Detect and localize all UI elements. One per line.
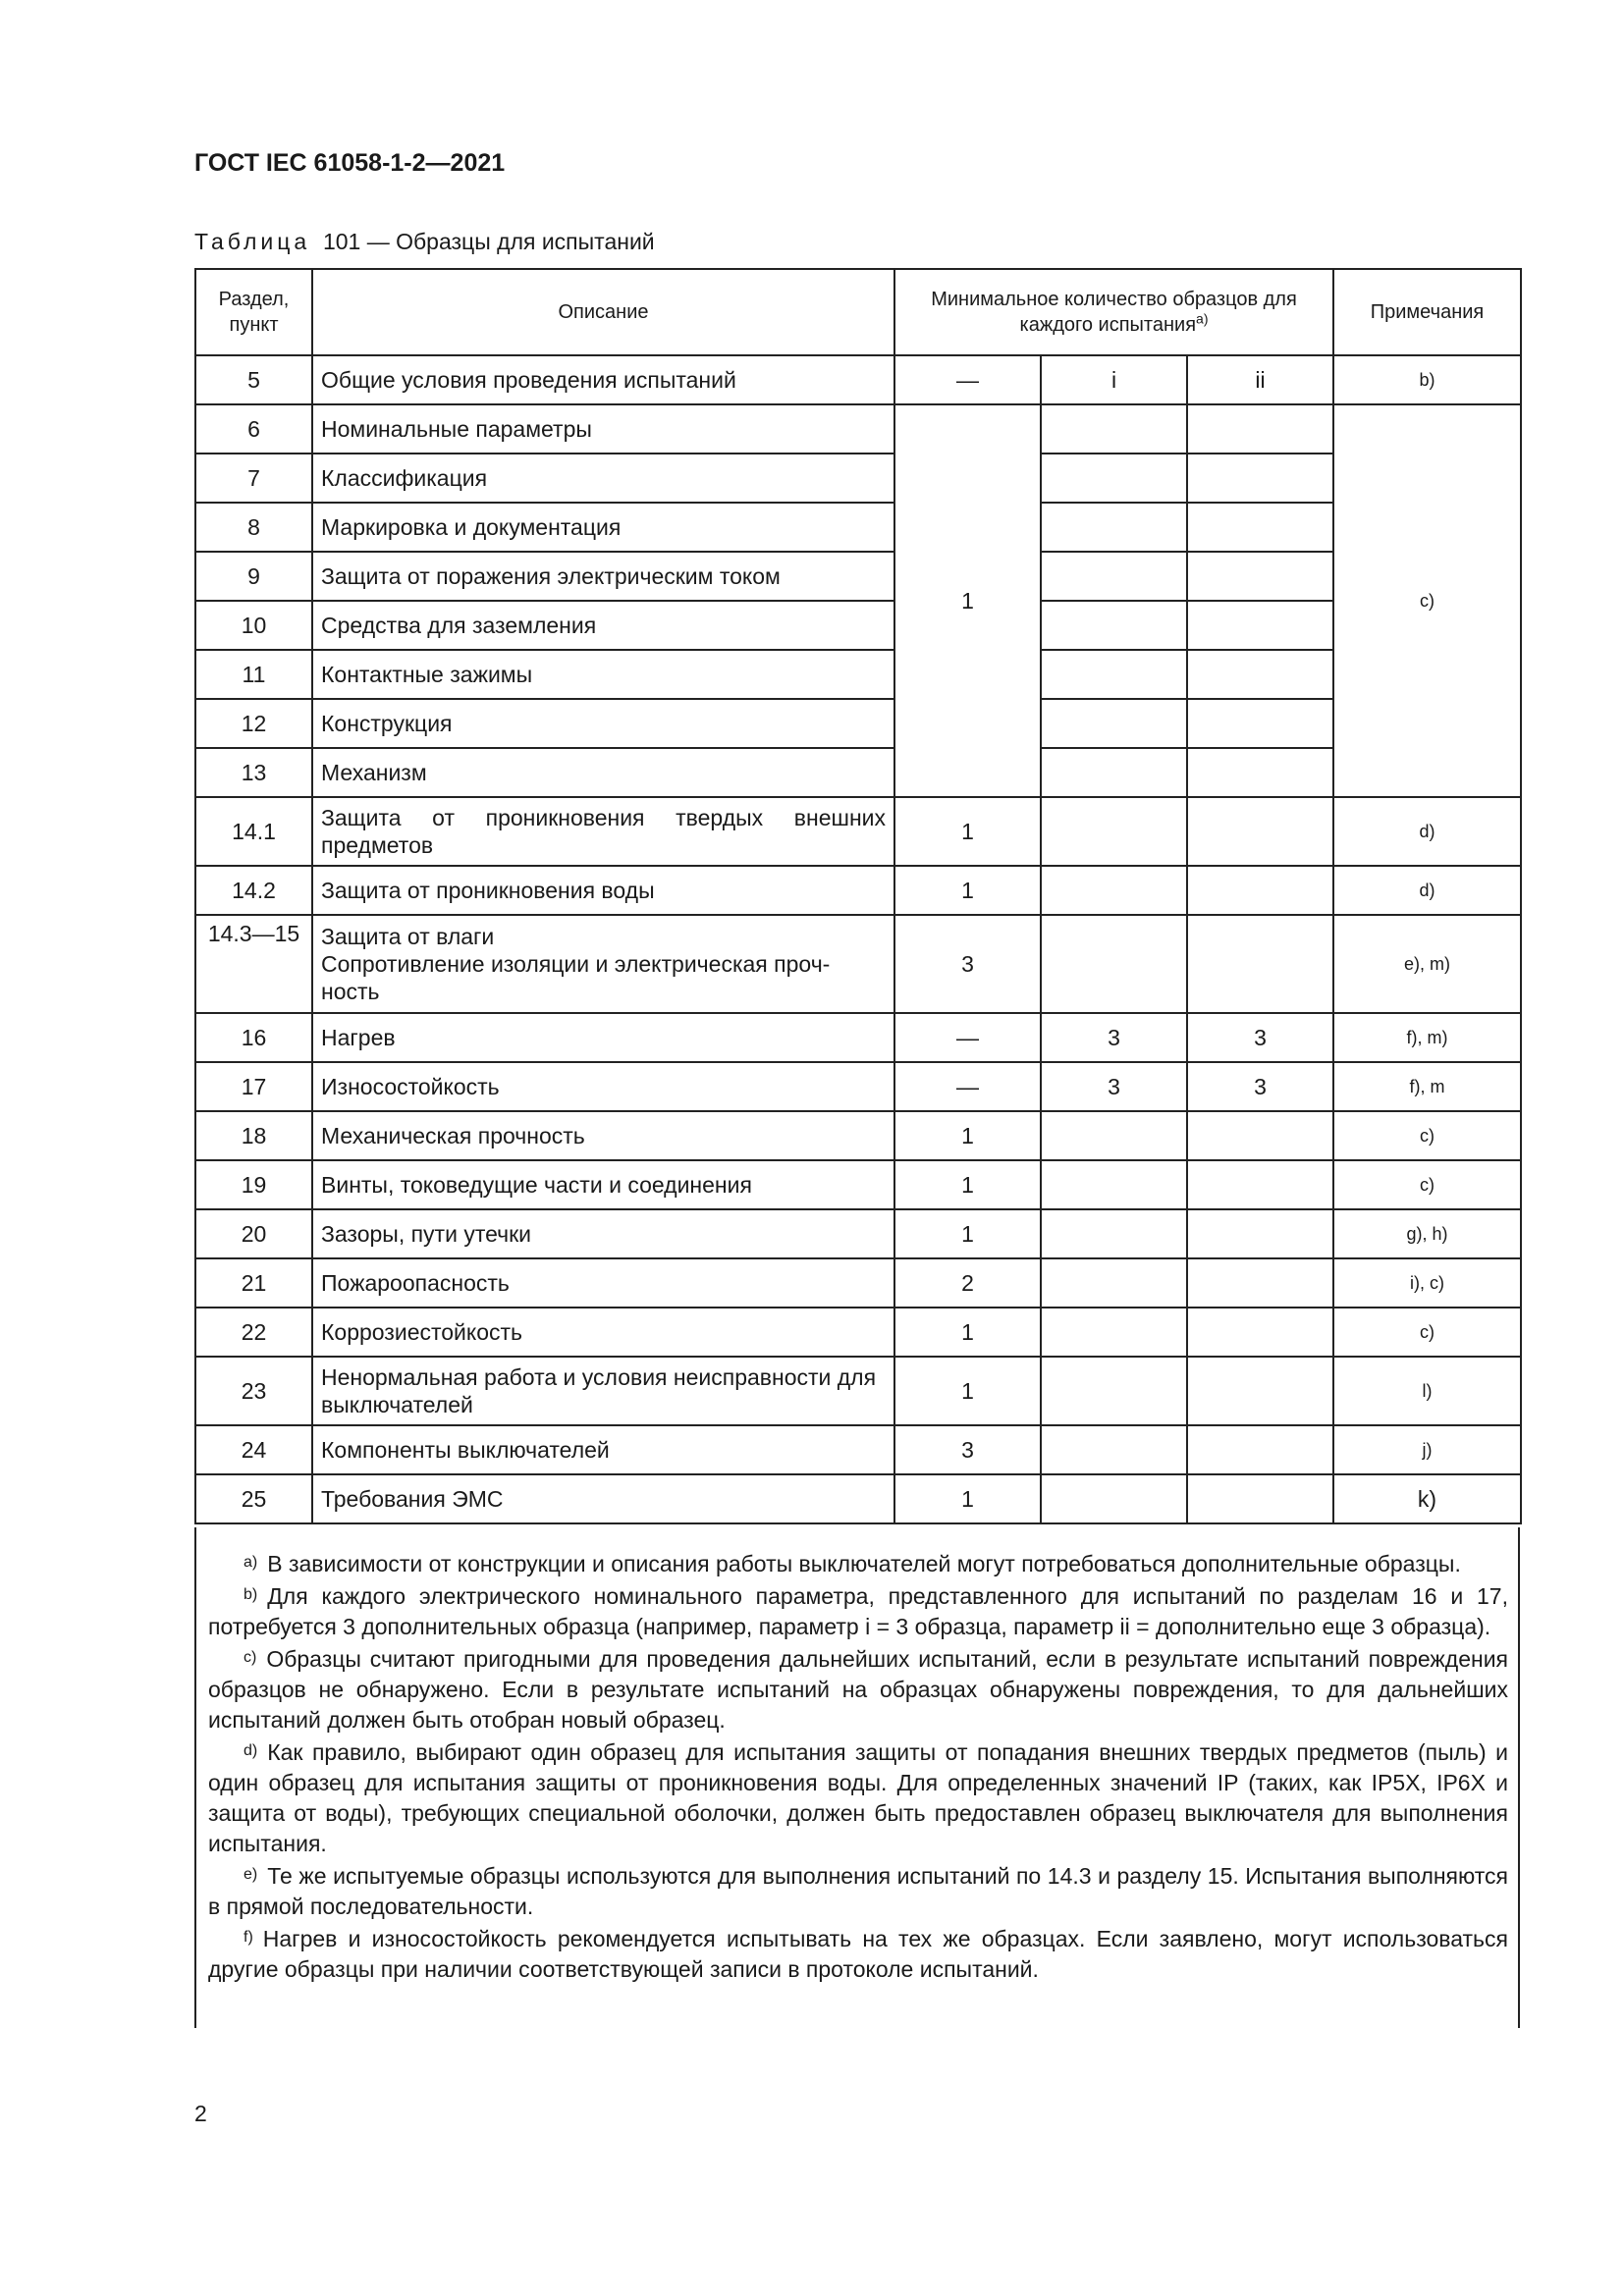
row-empty-cell [1041,748,1187,797]
footnote [208,1579,1508,1642]
row-section: 20 [195,1209,312,1258]
row-description: Защита от проникновения воды [312,866,894,915]
row-empty-cell [1041,915,1187,1013]
row-description: Зазоры, пути утечки [312,1209,894,1258]
footnote-text: Те же испытуемые образцы используются для выполнения испытаний по 14.3 и разделу 15. Испытания выполняются в прямой последовательности. [208,1863,1508,1919]
footnote-mark: d) [244,1742,258,1759]
table-row [195,1357,1521,1425]
row-section: 13 [195,748,312,797]
table-row [195,1111,1521,1160]
row-count-1: 1 [894,797,1041,866]
row-description: Конструкция [312,699,894,748]
row-empty-cell [1041,454,1187,503]
row-section: 14.2 [195,866,312,915]
row-section: 8 [195,503,312,552]
row-empty-cell [1041,1308,1187,1357]
row-count-2: 3 [1041,1013,1187,1062]
footnote [208,1547,1508,1579]
row-section: 14.1 [195,797,312,866]
row-description: Нагрев [312,1013,894,1062]
row-empty-cell [1187,404,1333,454]
row-notes: g), h) [1333,1209,1521,1258]
row-description [312,915,894,1013]
row-empty-cell [1187,1425,1333,1474]
footnote-mark: f) [244,1929,253,1946]
row-empty-cell [1041,1357,1187,1425]
row-description: Механическая прочность [312,1111,894,1160]
merged-count-cell: 1 [894,404,1041,797]
header-notes: Примечания [1333,269,1521,355]
row-count-1: 3 [894,915,1041,1013]
row-count-1: 1 [894,1209,1041,1258]
row-description: Классификация [312,454,894,503]
row-empty-cell [1041,699,1187,748]
row-description: Номинальные параметры [312,404,894,454]
row-empty-cell [1187,748,1333,797]
row-count-1: 1 [894,1308,1041,1357]
table-row [195,1062,1521,1111]
header-min-count: Минимальное количество образцов для каждого испытания$^{a)}$ [894,269,1333,355]
row-count-1: — [894,355,1041,404]
row-description: Контактные зажимы [312,650,894,699]
table-header-row [195,269,1521,355]
row-count-1: — [894,1013,1041,1062]
row-section: 6 [195,404,312,454]
table-caption [194,229,655,255]
row-notes: k) [1333,1474,1521,1523]
row-description: Маркировка и документация [312,503,894,552]
table-row [195,650,1521,699]
row-empty-cell [1187,1474,1333,1523]
row-description: Защита от проникновения твердых внешних предметов [312,797,894,866]
row-section: 5 [195,355,312,404]
row-count-2: 3 [1041,1062,1187,1111]
row-notes: l) [1333,1357,1521,1425]
row-empty-cell [1041,797,1187,866]
footnote-text: Образцы считают пригодными для проведения дальнейших испытаний, если в результате испытаний повреждения образцов не обнаружено. Если в результате испытаний на образцах обнаружены повреждения, то для дальнейших испытаний должен быть отобран новый образец. [208,1646,1508,1733]
row-notes: c) [1333,1111,1521,1160]
row-empty-cell [1041,1425,1187,1474]
row-count-1: 3 [894,1425,1041,1474]
row-empty-cell [1041,1160,1187,1209]
table-row [195,915,1521,1013]
table-row [195,1160,1521,1209]
row-notes: d) [1333,866,1521,915]
table-row [195,355,1521,404]
row-empty-cell [1041,650,1187,699]
row-empty-cell [1041,503,1187,552]
row-section: 18 [195,1111,312,1160]
table-row [195,797,1521,866]
row-description: Коррозиестойкость [312,1308,894,1357]
table-row [195,748,1521,797]
row-count-1: 2 [894,1258,1041,1308]
row-count-1: 1 [894,1111,1041,1160]
row-count-3: 3 [1187,1062,1333,1111]
row-section: 9 [195,552,312,601]
row-empty-cell [1041,1209,1187,1258]
row-notes: j) [1333,1425,1521,1474]
footnote [208,1735,1508,1859]
row-empty-cell [1041,1111,1187,1160]
row-empty-cell [1187,1308,1333,1357]
row-description: Пожароопасность [312,1258,894,1308]
row-notes: f), m [1333,1062,1521,1111]
row-count-1: 1 [894,1474,1041,1523]
row-description: Механизм [312,748,894,797]
row-empty-cell [1041,866,1187,915]
row-empty-cell [1187,797,1333,866]
header-min-count-mark: a) [1196,310,1209,327]
row-description: Защита от поражения электрическим током [312,552,894,601]
table-row [195,1258,1521,1308]
row-section: 22 [195,1308,312,1357]
row-description: Винты, токоведущие части и соединения [312,1160,894,1209]
footnote-text: Как правило, выбирают один образец для испытания защиты от попадания внешних твердых предметов (пыль) и один образец для испытания защиты от проникновения воды. Для определенных значений IP (таких, как IP5X, IP6X и защита от воды), требующих специальной оболочки, должен быть предоставлен образец выключателя для выполнения испытания. [208,1739,1508,1856]
row-section: 12 [195,699,312,748]
table-row [195,699,1521,748]
row-section: 11 [195,650,312,699]
row-empty-cell [1187,1357,1333,1425]
row-count-1: 1 [894,1357,1041,1425]
row-section: 24 [195,1425,312,1474]
table-footnotes [194,1527,1520,2028]
row-description: Износостойкость [312,1062,894,1111]
row-section: 16 [195,1013,312,1062]
row-count-2: i [1041,355,1187,404]
row-section: 23 [195,1357,312,1425]
row-section: 21 [195,1258,312,1308]
row-section: 19 [195,1160,312,1209]
row-empty-cell [1187,699,1333,748]
row-section: 25 [195,1474,312,1523]
table-row [195,866,1521,915]
table-row [195,552,1521,601]
row-section: 14.3—15 [195,915,312,1013]
row-empty-cell [1187,1258,1333,1308]
row-notes: b) [1333,355,1521,404]
table-caption-text: 101 — Образцы для испытаний [322,229,655,254]
table-caption-prefix: Таблица [194,229,311,254]
footnote-mark: a) [244,1554,258,1571]
table-row [195,503,1521,552]
footnote-mark: b) [244,1586,258,1603]
footnote-mark: e) [244,1866,258,1883]
row-description-line-1: Защита от влаги [321,924,495,949]
row-empty-cell [1187,915,1333,1013]
row-section: 7 [195,454,312,503]
row-section: 17 [195,1062,312,1111]
row-notes: i), c) [1333,1258,1521,1308]
footnote [208,1859,1508,1922]
header-description: Описание [312,269,894,355]
row-empty-cell [1041,552,1187,601]
row-description: Компоненты выключателей [312,1425,894,1474]
row-description: Общие условия проведения испытаний [312,355,894,404]
row-empty-cell [1187,552,1333,601]
row-description: Средства для заземления [312,601,894,650]
merged-notes-cell: c) [1333,404,1521,797]
row-notes: f), m) [1333,1013,1521,1062]
table-row [195,1474,1521,1523]
table-row [195,454,1521,503]
row-empty-cell [1187,1160,1333,1209]
row-empty-cell [1187,1209,1333,1258]
test-samples-table [194,268,1522,1524]
row-notes: e), m) [1333,915,1521,1013]
row-empty-cell [1187,1111,1333,1160]
table-row [195,404,1521,454]
row-count-3: 3 [1187,1013,1333,1062]
table-row [195,1425,1521,1474]
row-empty-cell [1041,1258,1187,1308]
row-section: 10 [195,601,312,650]
row-empty-cell [1187,503,1333,552]
row-empty-cell [1187,650,1333,699]
row-empty-cell [1187,601,1333,650]
row-notes: c) [1333,1160,1521,1209]
row-empty-cell [1187,866,1333,915]
footnote [208,1922,1508,1985]
footnote [208,1642,1508,1735]
row-count-3: ii [1187,355,1333,404]
row-count-1: — [894,1062,1041,1111]
footnote-text: Для каждого электрического номинального параметра, представленного для испытаний по разделам 16 и 17, потребуется 3 дополнительных образца (например, параметр i = 3 образца, параметр ii = дополнительно еще 3 образца). [208,1583,1508,1639]
row-notes: d) [1333,797,1521,866]
row-notes: c) [1333,1308,1521,1357]
table-row [195,1013,1521,1062]
page-number: 2 [194,2101,207,2126]
footnote-mark: c) [244,1649,257,1666]
row-empty-cell [1041,1474,1187,1523]
row-empty-cell [1041,404,1187,454]
table-row [195,601,1521,650]
footnote-text: Нагрев и износостойкость рекомендуется испытывать на тех же образцах. Если заявлено, могут использоваться другие образцы при наличии соответствующей записи в протоколе испытаний. [208,1926,1508,1982]
table-row [195,1308,1521,1357]
row-description: Требования ЭМС [312,1474,894,1523]
row-description: Ненормальная работа и условия неисправности для выключателей [312,1357,894,1425]
row-count-1: 1 [894,866,1041,915]
row-description-line-2: Сопротивление изоляции и электрическая проч-ность [321,951,831,1004]
footnote-text: В зависимости от конструкции и описания работы выключателей могут потребоваться дополнительные образцы. [267,1551,1461,1576]
row-count-1: 1 [894,1160,1041,1209]
table-row [195,1209,1521,1258]
row-empty-cell [1041,601,1187,650]
row-empty-cell [1187,454,1333,503]
document-header: ГОСТ IEC 61058-1-2—2021 [194,149,506,177]
header-section: Раздел, пункт [195,269,312,355]
